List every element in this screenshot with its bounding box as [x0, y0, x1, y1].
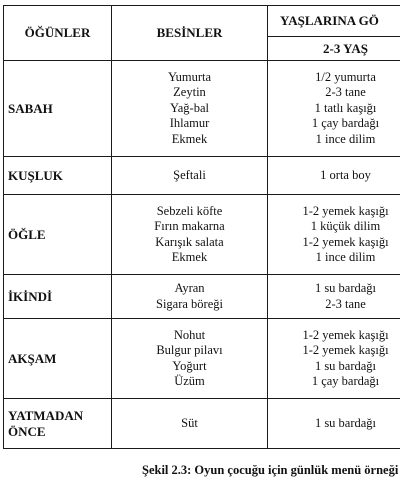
amount-cell [268, 61, 400, 157]
food-cell [112, 61, 268, 157]
food-item: Yumurta [167, 69, 212, 84]
meal-name: SABAH [4, 61, 112, 157]
amount-cell [268, 195, 400, 275]
food-item: Yağ-bal [169, 100, 209, 115]
figure-caption: Şekil 2.3: Oyun çocuğu için günlük menü örneği [142, 463, 399, 477]
amount-item: 2-3 tane [325, 85, 366, 100]
meal-name [4, 399, 112, 449]
food-item: Sigara böreği [156, 296, 223, 311]
food-item: Sebzeli köfte [156, 203, 223, 218]
amount-cell [268, 399, 400, 449]
meal-name: AKŞAM [4, 319, 112, 399]
food-item: Ekmek [171, 131, 208, 146]
food-cell [112, 319, 268, 399]
table-row-sabah [4, 61, 400, 157]
amount-item: 1-2 yemek kaşığı [302, 203, 389, 218]
amount-item: 1 çay bardağı [311, 116, 380, 131]
amount-cell [268, 275, 400, 319]
amount-item: 1 ince dilim [315, 131, 376, 146]
meal-name: KUŞLUK [4, 157, 112, 195]
amount-item: 1-2 yemek kaşığı [302, 327, 389, 342]
food-item: Üzüm [174, 374, 205, 388]
food-item: Karışık salata [155, 234, 224, 249]
header-foods: BESİNLER [112, 6, 268, 61]
food-item: Zeytin [173, 85, 206, 100]
amount-item: 1-2 yemek kaşığı [302, 343, 389, 357]
food-cell [112, 195, 268, 275]
amount-cell [268, 319, 400, 399]
meal-name-line: YATMADAN [8, 408, 84, 423]
amount-item: 1 su bardağı [314, 415, 377, 430]
food-cell [112, 275, 268, 319]
food-item: Şeftali [173, 167, 206, 182]
food-item: Bulgur pilavı [156, 343, 223, 357]
amount-item: 1-2 yemek kaşığı [302, 234, 389, 249]
amount-item: 1/2 yumurta [315, 69, 376, 84]
meal-name: ÖĞLE [4, 195, 112, 275]
food-item: Nohut [173, 327, 206, 342]
meal-name: İKİNDİ [4, 275, 112, 319]
food-item: Ihlamur [169, 116, 210, 131]
table-row-ogle [4, 195, 400, 275]
header-age-2-3: 2-3 YAŞ [268, 37, 400, 61]
amount-cell [268, 157, 400, 195]
amount-item: 1 su bardağı [314, 281, 377, 295]
table-row-yatmadan-once [4, 399, 400, 449]
amount-item: 1 ince dilim [315, 250, 376, 264]
food-item: Ayran [174, 281, 205, 295]
header-age-group: YAŞLARINA GÖ [268, 6, 400, 37]
food-item: Süt [181, 415, 198, 430]
meal-name-line: ÖNCE [8, 423, 46, 439]
header-meals: ÖĞÜNLER [4, 6, 112, 61]
food-item: Fırın makarna [154, 219, 225, 233]
food-item: Yoğurt [172, 358, 207, 373]
food-cell [112, 157, 268, 195]
table-row-ikindi [4, 275, 400, 319]
amount-item: 1 orta boy [320, 167, 371, 182]
amount-item: 1 su bardağı [314, 358, 377, 373]
amount-item: 2-3 tane [325, 296, 366, 311]
table-row-aksam [4, 319, 400, 399]
food-item: Ekmek [171, 250, 208, 264]
amount-item: 1 küçük dilim [310, 219, 381, 233]
food-cell [112, 399, 268, 449]
amount-item: 1 çay bardağı [311, 374, 380, 388]
table-row-kusluk [4, 157, 400, 195]
daily-menu-table [3, 5, 400, 449]
amount-item: 1 tatlı kaşığı [314, 100, 377, 115]
